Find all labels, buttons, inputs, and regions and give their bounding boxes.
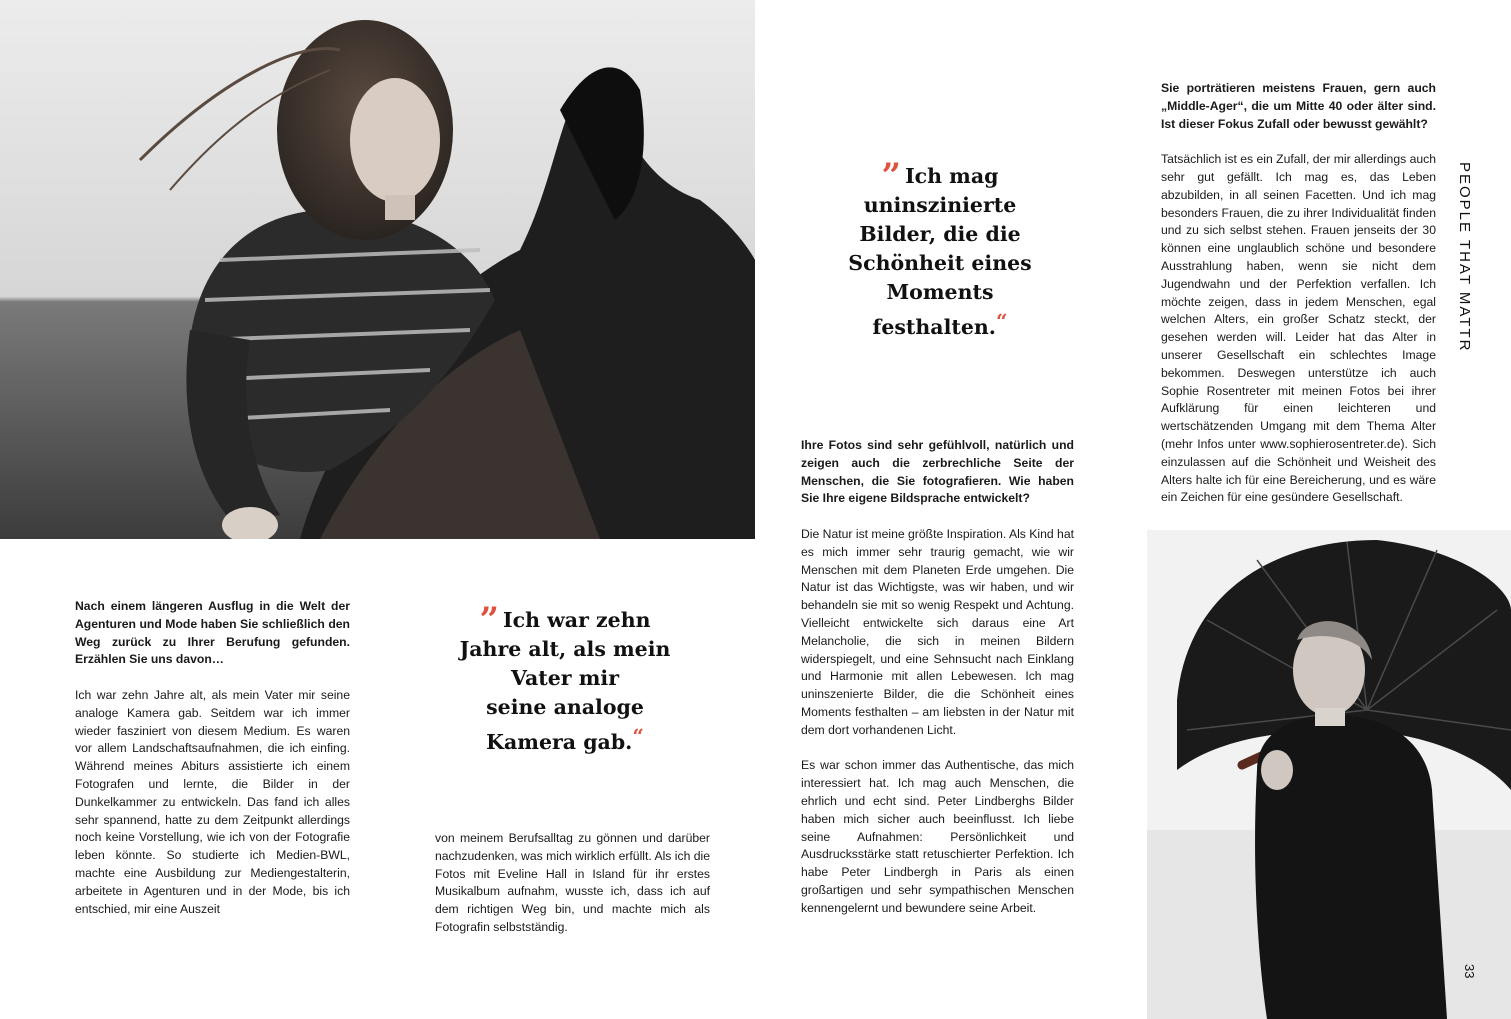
interview-answer: Ich war zehn Jahre alt, als mein Vater mir seine analoge Kamera gab. Seitdem war ich immer wieder fasziniert von diesem Medium. Es waren vor allem Landschaftsaufnahmen, die ich einfing. Während meines Abiturs assistierte ich einem Fotografen und lernte, die Bilder in der Dunkelkammer zu entwickeln. Das fand ich alles sehr spannend, hatte zu dem Zeitpunkt allerdings noch keine Vorstellung, wie ich von der Fotografie leben könnte. So studierte ich Medien-BWL, machte eine Ausbildung zur Mediengestalterin, arbeitete in Agenturen und in der Mode, bis ich entschied, mir eine Auszeit xyxy=(75,687,350,916)
section-label: PEOPLE THAT MATTR xyxy=(1456,162,1473,353)
quote-close-mark: “ xyxy=(995,309,1008,333)
pull-quote-line: Ich mag xyxy=(905,164,999,188)
pull-quote-line: Kamera gab. xyxy=(486,730,633,754)
pull-quote-line: seine analoge xyxy=(486,695,644,719)
pull-quote-line: Vater mir xyxy=(510,666,620,690)
quote-close-mark: “ xyxy=(632,724,644,748)
interview-answer: von meinem Berufsalltag zu gönnen und darüber nachzudenken, was mich wirklich erfüllt. Als ich die Fotos mit Eveline Hall in Island für ihr erstes Musikalbum aufnahm, wusste ich, dass ich auf dem richtigen Weg bin, und machte mich als Fotografin selbstständig. xyxy=(435,831,711,934)
column-4 xyxy=(1161,80,1436,507)
column-2 xyxy=(435,830,710,937)
interview-answer: Die Natur ist meine größte Inspiration. Als Kind hat es mich immer sehr traurig gemacht, wie wir Menschen mit dem Planeten Erde umgehen. Die Natur ist das Wichtigste, was wir haben, und wir behandeln sie mit so wenig Respekt und Achtung. Vielleicht entwickelte sich daraus eine Art Melancholie, die sich in meinen Bildern widerspiegelt, und eine Sehnsucht nach Einklang und Harmonie mit allen Lebewesen. Ich mag uninszenierte Bilder, die die Schönheit eines Moments festhalten – am liebsten in der Natur mit dem dort vorhandenen Licht. xyxy=(801,526,1074,737)
pull-quote-1 xyxy=(440,600,690,757)
quote-open-mark: ” xyxy=(479,600,500,640)
pull-quote-line: uninszinierte xyxy=(863,193,1017,217)
interview-question: Sie porträtieren meistens Frauen, gern auch „Middle-Ager“, die um Mitte 40 oder älter sind. Ist dieser Fokus Zufall oder bewusst gewählt? xyxy=(1161,81,1436,131)
column-1 xyxy=(75,598,350,918)
interview-answer: Es war schon immer das Authentische, das mich interessiert hat. Ich mag auch Menschen, die ehrlich und echt sind. Peter Lindberghs Bilder haben mich sicher auch beeinflusst. Ich liebe seine Aufnahmen: Persönlichkeit und Ausdrucksstärke statt retuschierter Perfektion. Ich habe Peter Lindbergh in Paris als einen großartigen und sehr sympathischen Menschen kennengelernt und bewundere seine Arbeit. xyxy=(801,758,1074,915)
interview-question: Ihre Fotos sind sehr gefühlvoll, natürlich und zeigen auch die zerbrechliche Seite der Menschen, die Sie fotografieren. Wie haben Sie Ihre eigene Bildsprache entwickelt? xyxy=(801,438,1074,506)
pull-quote-line: Moments xyxy=(886,280,994,304)
interview-question: Nach einem längeren Ausflug in die Welt der Agenturen und Mode haben Sie schließlich den Weg zurück zu Ihrer Berufung gefunden. Erzählen Sie uns davon… xyxy=(75,599,350,667)
pull-quote-line: Jahre alt, als mein xyxy=(459,637,671,661)
photo-woman-umbrella xyxy=(1147,530,1511,1019)
quote-open-mark: ” xyxy=(881,156,902,196)
page-number: 33 xyxy=(1462,964,1477,979)
pull-quote-line: Bilder, die die xyxy=(859,222,1021,246)
pull-quote-line: Schönheit eines xyxy=(848,251,1032,275)
pull-quote-2 xyxy=(830,156,1050,342)
interview-answer: Tatsächlich ist es ein Zufall, der mir allerdings auch sehr gut gefällt. Ich mag es, das Leben abzubilden, in all seinen Facetten. Und ich mag besonders Frauen, die zu ihrer Individualität finden und zu sich selbst stehen. Frauen jenseits der 30 können eine unglaublich schöne und besondere Ausstrahlung haben, wenn sie nicht dem Jugendwahn und der Perfektion verfallen. Ich möchte zeigen, dass in jedem Menschen, egal welchen Alters, ein großer Schatz steckt, der gesehen werden will. Leider hat das Alter in unserer Gesellschaft ein schlechtes Image bekommen. Deswegen unterstütze ich auch Sophie Rosentreter mit meinen Fotos bei ihrer Aufklärung für einen leichteren und wertschätzenden Umgang mit dem Thema Alter (mehr Infos unter www.sophierosentreter.de). Sich einzulassen auf die Schönheit und Weisheit des Alters halte ich für eine Bereicherung, und es wäre ein Zeichen für eine gesündere Gesellschaft. xyxy=(1161,152,1437,505)
pull-quote-line: Ich war zehn xyxy=(503,608,651,632)
photo-child-on-horse xyxy=(0,0,755,539)
column-3 xyxy=(801,437,1074,918)
pull-quote-line: festhalten. xyxy=(872,315,996,339)
